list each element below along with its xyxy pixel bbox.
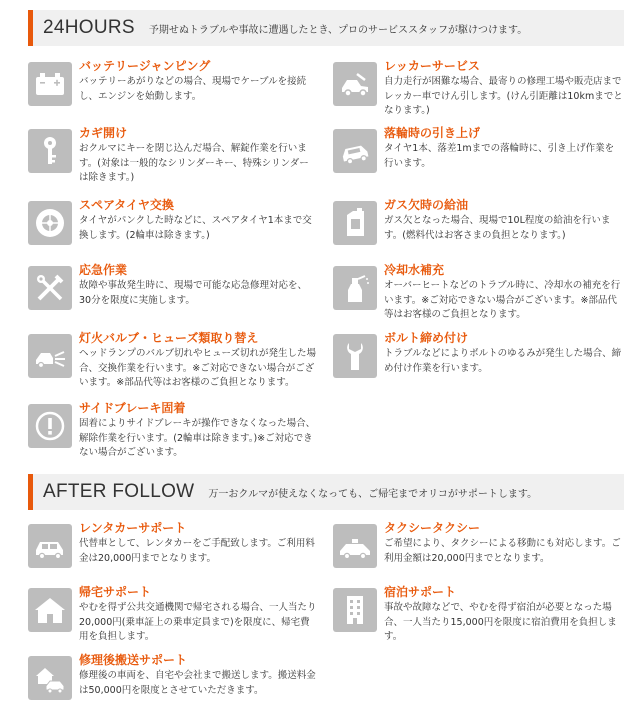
service-title: バッテリージャンピング — [79, 59, 211, 73]
service-description: ガス欠となった場合、現場で10L程度の給油を行います。(燃料代はお客さまの負担となります。) — [384, 215, 611, 241]
service-title: タクシータクシー — [384, 521, 481, 535]
service-description: ご希望により、タクシーによる移動にも対応します。ご利用金額は20,000円までとなります。 — [384, 538, 621, 564]
section-title: 24HOURS — [43, 17, 135, 38]
battery-icon — [28, 62, 72, 106]
service-description: タイヤ1本、落差1mまでの落輪時に、引き上げ作業を行います。 — [384, 143, 615, 169]
service-title: 応急作業 — [79, 263, 128, 277]
service-title: 冷却水補充 — [384, 263, 445, 277]
delivery-icon — [28, 656, 72, 700]
service-title: ボルト締め付け — [384, 331, 469, 345]
wrench-icon — [333, 334, 377, 378]
service-title: 宿泊サポート — [384, 585, 457, 599]
service-description: ヘッドランプのバルブ切れやヒューズ切れが発生した場合、交換作業を行います。※ご対応できない場合がございます。※部品代等はお客様のご負担となります。 — [79, 348, 317, 388]
service-description: トラブルなどによりボルトのゆるみが発生した場合、締め付け作業を行います。 — [384, 348, 622, 374]
service-description: おクルマにキーを閉じ込んだ場合、解錠作業を行います。(対象は一般的なシリンダーキー、特殊シリンダーは除きます。) — [79, 143, 309, 183]
service-item-post-repair-delivery — [28, 652, 318, 716]
service-title: レッカーサービス — [384, 59, 480, 73]
service-description: 自力走行が困難な場合、最寄りの修理工場や販売店までレッカー車でけん引します。(けん引距離は10kmまでとなります。) — [384, 76, 623, 116]
service-title: レンタカーサポート — [79, 521, 187, 535]
service-title: 帰宅サポート — [79, 585, 152, 599]
tow-truck-icon — [333, 62, 377, 106]
service-item-bulb-fuse — [28, 330, 318, 394]
hotel-icon — [333, 588, 377, 632]
service-item-key — [28, 125, 318, 189]
service-item-lift — [333, 125, 623, 189]
section-lead: 予期せぬトラブルや事故に遭遇したとき、プロのサービススタッフが駆けつけます。 — [148, 24, 528, 36]
service-description: 代替車として、レンタカーをご手配致します。ご利用料金は20,000円までとなります。 — [79, 538, 315, 564]
section-lead: 万一おクルマが使えなくなっても、ご帰宅までオリコがサポートします。 — [208, 488, 538, 500]
brake-warning-icon — [28, 404, 72, 448]
service-item-fuel — [333, 197, 623, 261]
service-item-tow — [333, 58, 623, 122]
service-title: 修理後搬送サポート — [79, 653, 188, 667]
service-title: スペアタイヤ交換 — [79, 198, 174, 212]
tire-icon — [28, 201, 72, 245]
service-description: バッテリーあがりなどの場合、現場でケーブルを接続し、エンジンを始動します。 — [79, 76, 307, 102]
taxi-icon — [333, 524, 377, 568]
service-title: 灯火バルブ・ヒューズ類取り替え — [79, 331, 259, 345]
section-header-24hours — [28, 10, 624, 46]
service-item-spare-tire — [28, 197, 318, 261]
fuel-can-icon — [333, 201, 377, 245]
section-title: AFTER FOLLOW — [43, 481, 195, 502]
key-icon — [28, 129, 72, 173]
service-description: やむを得ず公共交通機関で帰宅される場合、一人当たり20,000円(乗車証上の乗車定員まで)を限度に、帰宅費用を負担します。 — [79, 602, 317, 642]
service-item-rental-car — [28, 520, 318, 584]
headlight-icon — [28, 334, 72, 378]
service-item-lodging — [333, 584, 623, 648]
section-header-after-follow — [28, 474, 624, 510]
spray-bottle-icon — [333, 266, 377, 310]
house-icon — [28, 588, 72, 632]
service-description: 事故や故障などで、やむを得ず宿泊が必要となった場合、一人当たり15,000円を限度に宿泊費用を負担します。 — [384, 602, 617, 642]
service-item-bolt — [333, 330, 623, 394]
rental-car-icon — [28, 524, 72, 568]
service-title: ガス欠時の給油 — [384, 198, 469, 212]
service-item-side-brake — [28, 400, 318, 464]
service-description: 故障や事故発生時に、現場で可能な応急修理対応を、30分を限度に実施します。 — [79, 280, 308, 306]
service-item-coolant — [333, 262, 623, 326]
service-item-return-home — [28, 584, 318, 648]
service-title: 落輪時の引き上げ — [384, 126, 481, 140]
service-description: 修理後の車両を、自宅や会社まで搬送します。搬送料金は50,000円を限度とさせていただきます。 — [79, 670, 316, 696]
service-item-taxi — [333, 520, 623, 584]
service-item-emergency — [28, 262, 318, 326]
service-title: サイドブレーキ固着 — [79, 401, 186, 415]
service-item-battery — [28, 58, 318, 122]
tools-icon — [28, 266, 72, 310]
service-description: 固着によりサイドブレーキが操作できなくなった場合、解除作業を行います。(2輪車は除きます。)※ご対応できない場合がございます。 — [79, 418, 316, 458]
service-description: オーバーヒートなどのトラブル時に、冷却水の補充を行います。※ご対応できない場合がございます。※部品代等はお客様のご負担となります。 — [384, 280, 621, 320]
car-icon — [333, 129, 377, 173]
service-description: タイヤがパンクした時などに、スペアタイヤ1本まで交換します。(2輪車は除きます。) — [79, 215, 312, 241]
service-title: カギ開け — [79, 126, 128, 140]
